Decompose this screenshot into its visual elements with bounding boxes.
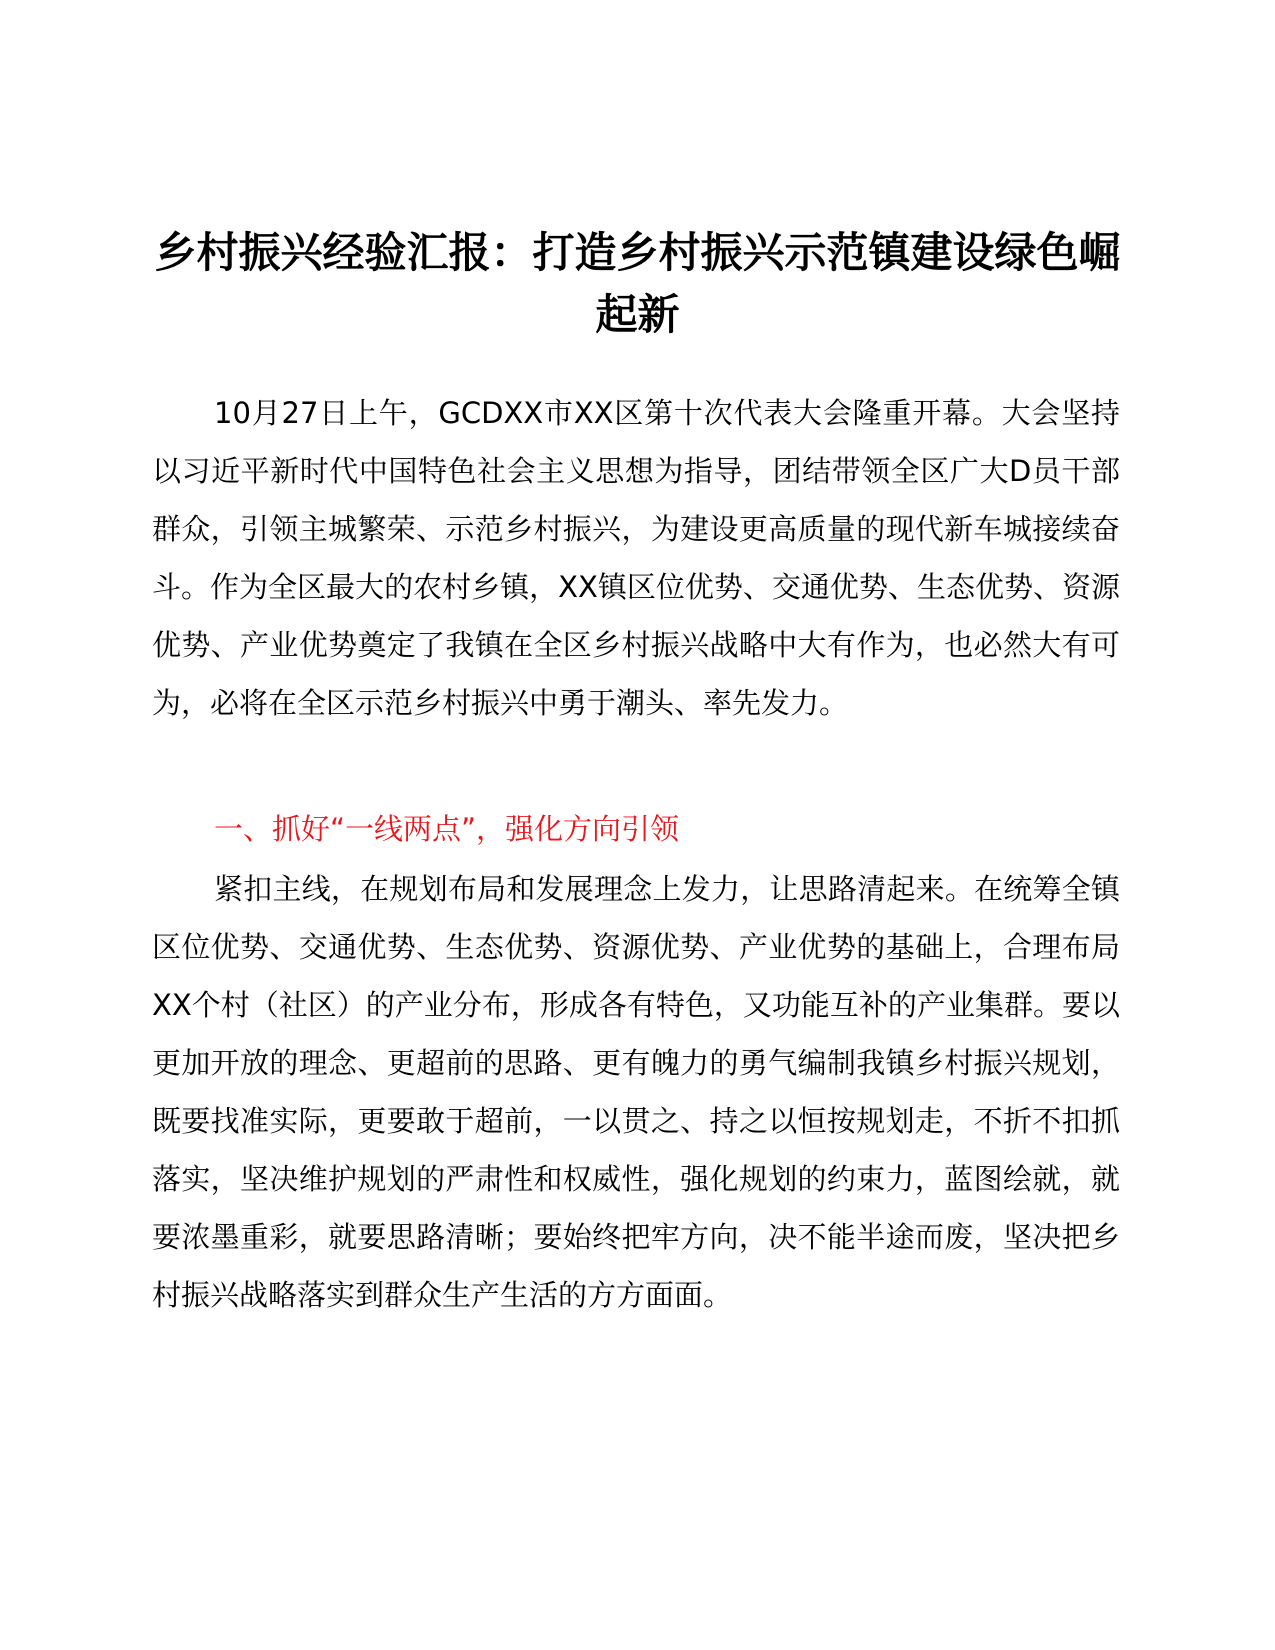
section-heading-1: 一、抓好“一线两点”，强化方向引领	[214, 812, 680, 846]
paragraph-section-1: 紧扣主线，在规划布局和发展理念上发力，让思路清起来。在统筹全镇区位优势、交通优势、生态优势、资源优势、产业优势的基础上，合理布局XX个村（社区）的产业分布，形成各有特色，又功能互补的产业集群。要以更加开放的理念、更超前的思路、更有魄力的勇气编制我镇乡村振兴规划，既要找准实际，更要敢于超前，一以贯之、持之以恒按规划走，不折不扣抓落实，坚决维护规划的严肃性和权威性，强化规划的约束力，蓝图绘就，就要浓墨重彩，就要思路清晰；要始终把牢方向，决不能半途而废，坚决把乡村振兴战略落实到群众生产生活的方方面面。	[152, 872, 1120, 1312]
paragraph-intro: 10月27日上午，GCDXX市XX区第十次代表大会隆重开幕。大会坚持以习近平新时代中国特色社会主义思想为指导，团结带领全区广大D员干部群众，引领主城繁荣、示范乡村振兴，为建设更高质量的现代新车城接续奋斗。作为全区最大的农村乡镇，XX镇区位优势、交通优势、生态优势、资源优势、产业优势奠定了我镇在全区乡村振兴战略中大有作为，也必然大有可为，必将在全区示范乡村振兴中勇于潮头、率先发力。	[152, 396, 1120, 720]
document-title: 乡村振兴经验汇报：打造乡村振兴示范镇建设绿色崛起新	[154, 228, 1121, 339]
